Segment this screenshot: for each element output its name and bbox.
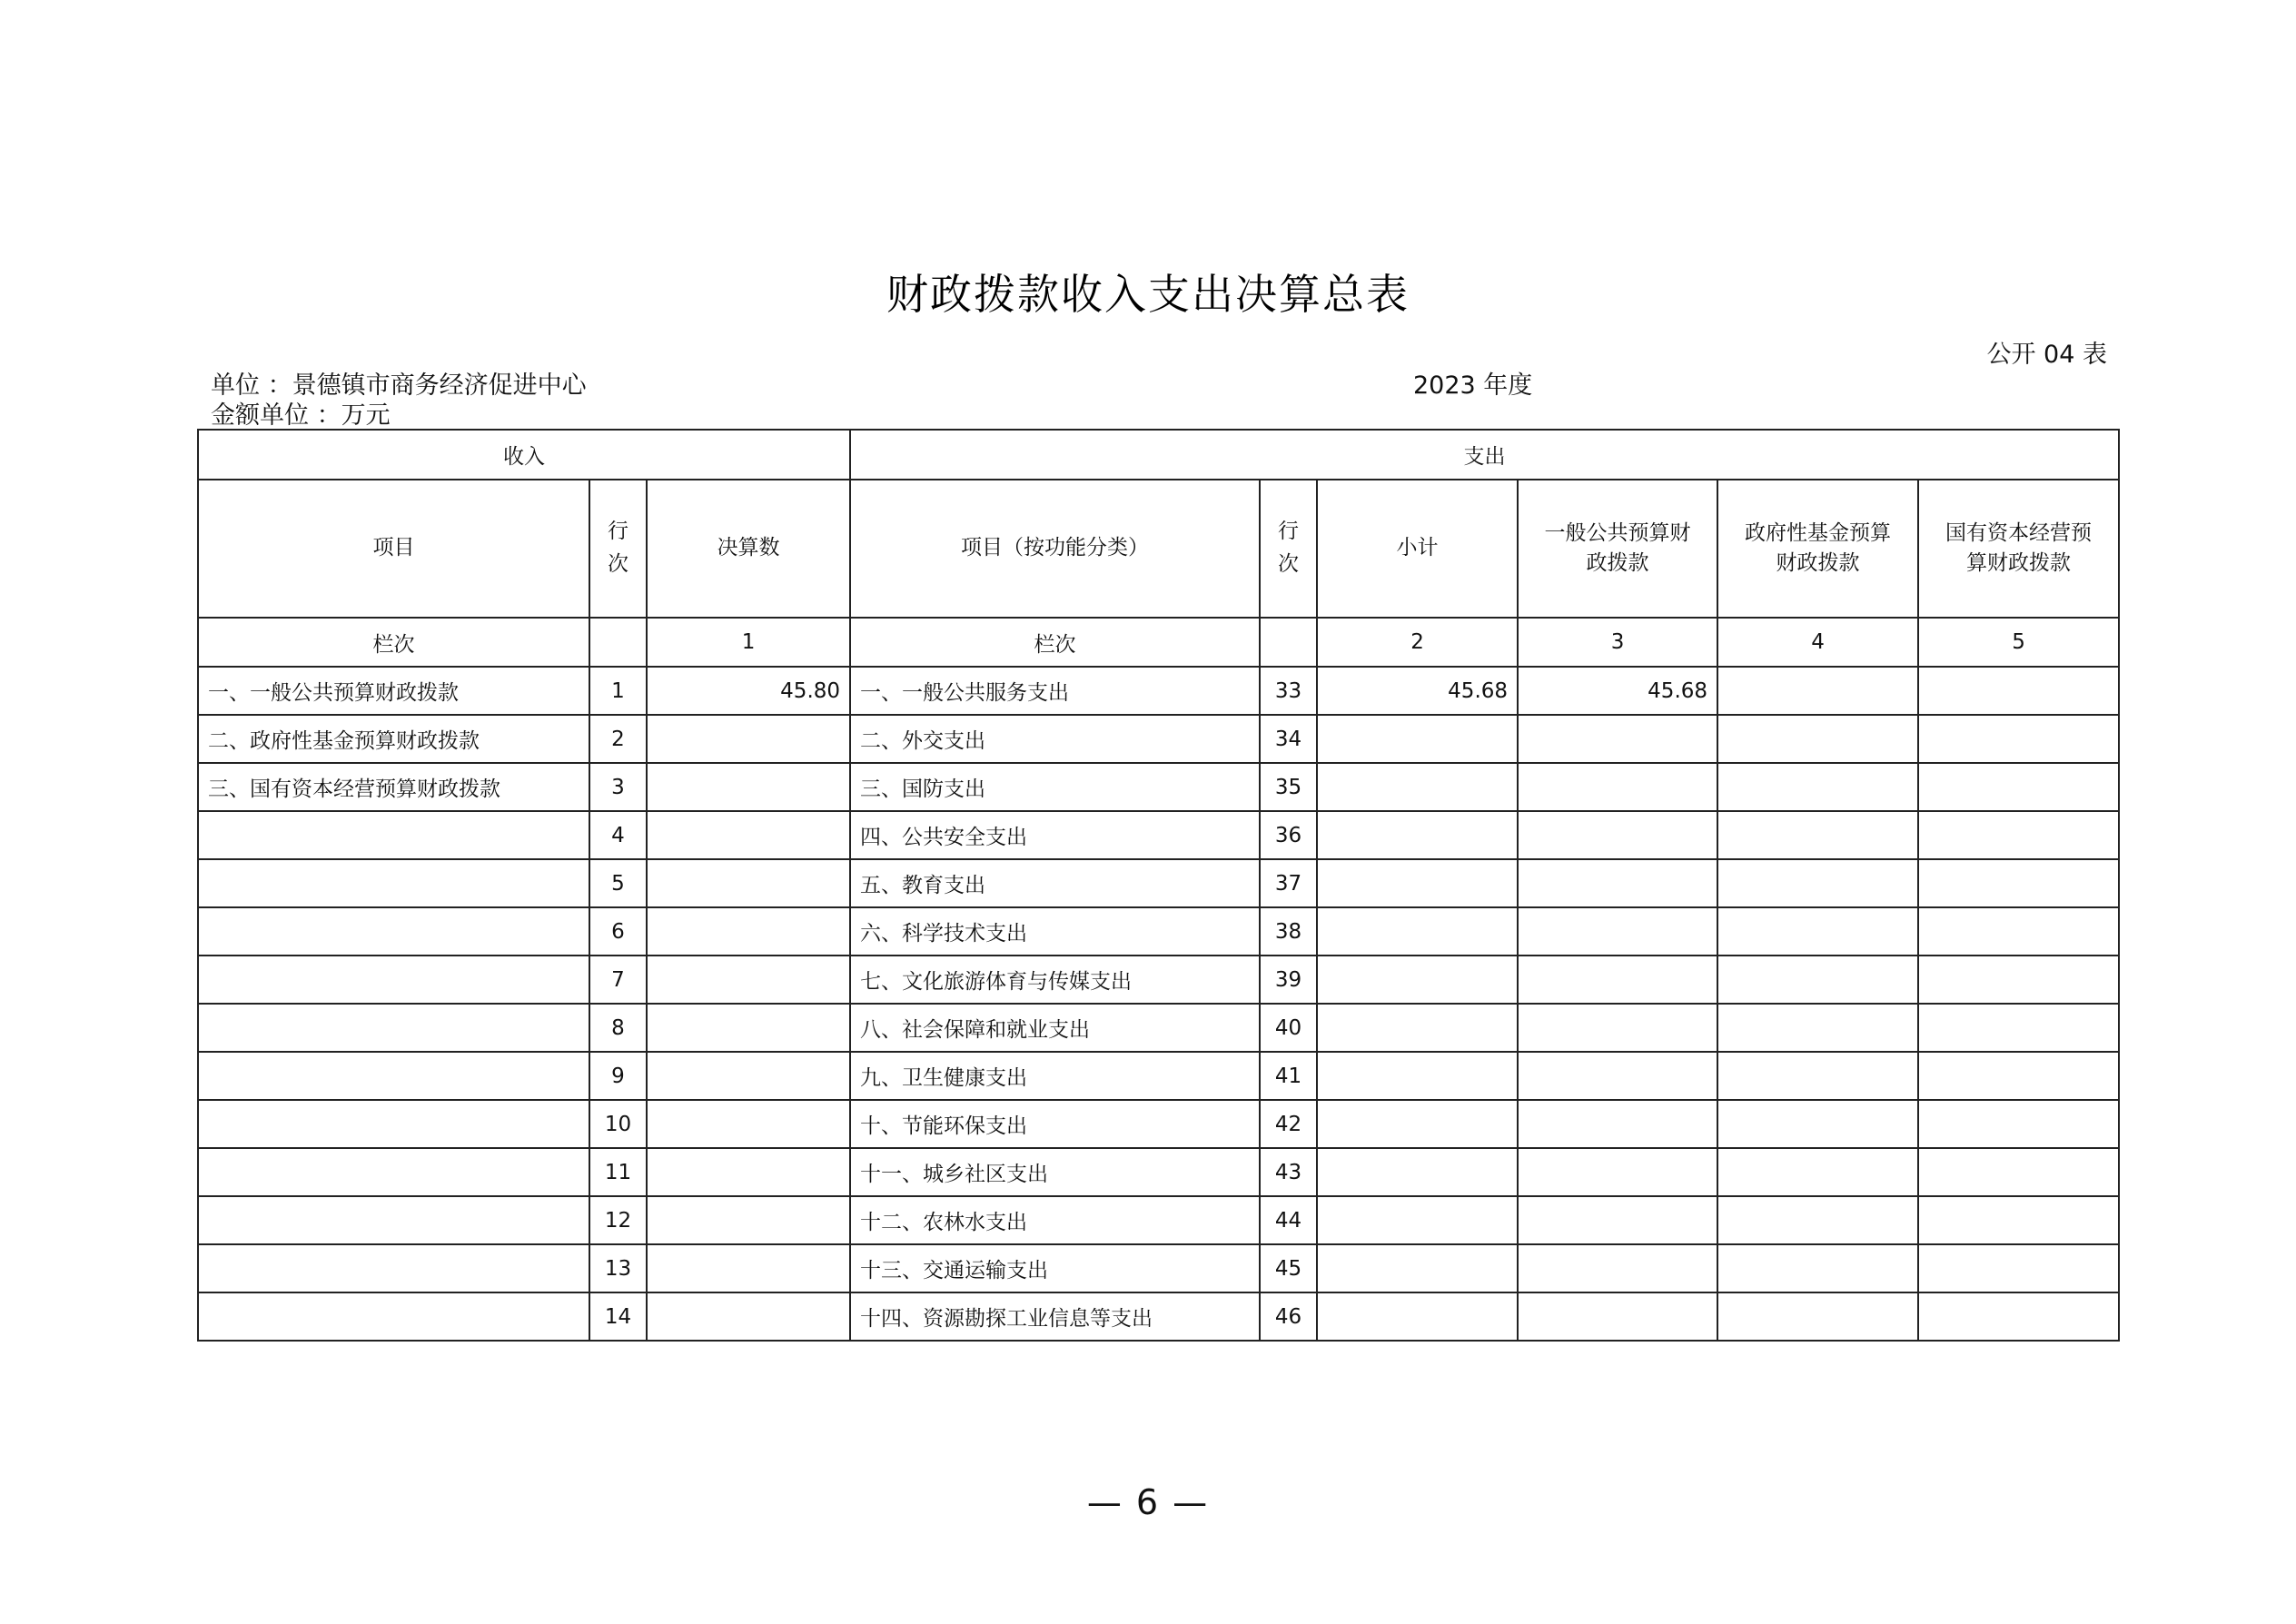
state-capital-amount [1918,811,2119,859]
col-header-general-budget: 一般公共预算财 政拨款 [1518,480,1717,618]
expense-item: 六、科学技术支出 [850,907,1260,956]
column-index-row [198,618,2119,667]
expense-row-no: 44 [1260,1196,1317,1244]
fiscal-year: 2023 年度 [1413,371,1533,400]
col-header-final-amount: 决算数 [647,480,850,618]
expense-item: 十二、农林水支出 [850,1196,1260,1244]
col-index-4: 4 [1717,618,1918,667]
general-budget-amount: 45.68 [1518,667,1717,715]
budget-table [197,429,2120,1342]
state-capital-amount [1918,1100,2119,1148]
col-index-5: 5 [1918,618,2119,667]
expense-item: 九、卫生健康支出 [850,1052,1260,1100]
col-index-blank-2 [1260,618,1317,667]
state-capital-amount [1918,859,2119,907]
state-capital-amount [1918,1004,2119,1052]
income-row-no: 13 [589,1244,647,1292]
col-index-label-left: 栏次 [198,618,589,667]
col-header-gov-fund: 政府性基金预算 财政拨款 [1717,480,1918,618]
subtotal-amount [1317,859,1518,907]
expense-row-no: 37 [1260,859,1317,907]
table-row [198,1148,2119,1196]
subtotal-amount [1317,907,1518,956]
income-item [198,1100,589,1148]
general-budget-amount [1518,859,1717,907]
table-row [198,956,2119,1004]
income-item [198,907,589,956]
income-row-no: 3 [589,763,647,811]
gov-fund-amount [1717,1196,1918,1244]
income-row-no: 6 [589,907,647,956]
expense-item: 十、节能环保支出 [850,1100,1260,1148]
general-budget-amount [1518,1052,1717,1100]
expense-row-no: 39 [1260,956,1317,1004]
col-header-state-capital: 国有资本经营预 算财政拨款 [1918,480,2119,618]
expense-row-no: 35 [1260,763,1317,811]
subtotal-amount [1317,715,1518,763]
table-row [198,1244,2119,1292]
expense-row-no: 33 [1260,667,1317,715]
table-row [198,811,2119,859]
income-amount [647,859,850,907]
form-number: 公开 04 表 [1986,341,2107,369]
expense-row-no: 42 [1260,1100,1317,1148]
expense-item: 三、国防支出 [850,763,1260,811]
general-budget-amount [1518,1148,1717,1196]
column-header-row [198,480,2119,618]
expense-item: 四、公共安全支出 [850,811,1260,859]
gov-fund-amount [1717,811,1918,859]
expense-item: 一、一般公共服务支出 [850,667,1260,715]
col-index-blank [589,618,647,667]
col-header-row-no-2: 行 次 [1260,480,1317,618]
state-capital-amount [1918,1292,2119,1341]
expense-row-no: 41 [1260,1052,1317,1100]
income-row-no: 14 [589,1292,647,1341]
col-header-subtotal: 小计 [1317,480,1518,618]
income-row-no: 7 [589,956,647,1004]
expense-row-no: 46 [1260,1292,1317,1341]
gov-fund-amount [1717,1292,1918,1341]
income-row-no: 8 [589,1004,647,1052]
income-row-no: 4 [589,811,647,859]
income-item [198,1244,589,1292]
income-item [198,956,589,1004]
subtotal-amount [1317,1244,1518,1292]
subtotal-amount [1317,1052,1518,1100]
income-row-no: 9 [589,1052,647,1100]
gov-fund-amount [1717,763,1918,811]
income-row-no: 11 [589,1148,647,1196]
income-row-no: 12 [589,1196,647,1244]
general-budget-amount [1518,1004,1717,1052]
col-index-label-right: 栏次 [850,618,1260,667]
subtotal-amount [1317,811,1518,859]
general-budget-amount [1518,956,1717,1004]
gov-fund-amount [1717,956,1918,1004]
table-row [198,1196,2119,1244]
table-row [198,1100,2119,1148]
income-amount [647,1244,850,1292]
col-index-1: 1 [647,618,850,667]
col-index-2: 2 [1317,618,1518,667]
subtotal-amount: 45.68 [1317,667,1518,715]
expense-row-no: 38 [1260,907,1317,956]
gov-fund-amount [1717,859,1918,907]
table-row [198,763,2119,811]
income-item [198,1292,589,1341]
state-capital-amount [1918,715,2119,763]
table-row [198,667,2119,715]
income-item [198,1148,589,1196]
general-budget-amount [1518,1244,1717,1292]
state-capital-amount [1918,956,2119,1004]
income-amount [647,907,850,956]
income-item [198,1196,589,1244]
page-title: 财政拨款收入支出决算总表 [886,270,1410,319]
money-unit: 金额单位 ：万元 [211,401,391,430]
income-amount [647,715,850,763]
state-capital-amount [1918,1196,2119,1244]
table-row [198,1004,2119,1052]
general-budget-amount [1518,1292,1717,1341]
income-item [198,1052,589,1100]
gov-fund-amount [1717,715,1918,763]
col-header-item: 项目 [198,480,589,618]
subtotal-amount [1317,763,1518,811]
group-header-row [198,430,2119,480]
income-item: 一、一般公共预算财政拨款 [198,667,589,715]
income-row-no: 2 [589,715,647,763]
expense-row-no: 40 [1260,1004,1317,1052]
income-amount [647,1148,850,1196]
gov-fund-amount [1717,667,1918,715]
state-capital-amount [1918,907,2119,956]
subtotal-amount [1317,1004,1518,1052]
income-amount [647,1196,850,1244]
gov-fund-amount [1717,1148,1918,1196]
col-header-row-no: 行 次 [589,480,647,618]
income-item [198,859,589,907]
general-budget-amount [1518,715,1717,763]
expense-item: 十三、交通运输支出 [850,1244,1260,1292]
expense-row-no: 34 [1260,715,1317,763]
income-amount: 45.80 [647,667,850,715]
expense-item: 二、外交支出 [850,715,1260,763]
subtotal-amount [1317,956,1518,1004]
income-row-no: 1 [589,667,647,715]
income-amount [647,811,850,859]
table-row [198,1052,2119,1100]
gov-fund-amount [1717,1244,1918,1292]
table-row [198,907,2119,956]
subtotal-amount [1317,1292,1518,1341]
subtotal-amount [1317,1148,1518,1196]
gov-fund-amount [1717,1004,1918,1052]
income-row-no: 10 [589,1100,647,1148]
general-budget-amount [1518,811,1717,859]
income-amount [647,763,850,811]
general-budget-amount [1518,763,1717,811]
income-amount [647,1052,850,1100]
reporting-unit: 单位 ：景德镇市商务经济促进中心 [211,371,587,400]
expense-row-no: 36 [1260,811,1317,859]
general-budget-amount [1518,1100,1717,1148]
expense-group-header: 支出 [850,430,2119,480]
expense-item: 十四、资源勘探工业信息等支出 [850,1292,1260,1341]
state-capital-amount [1918,1148,2119,1196]
subtotal-amount [1317,1100,1518,1148]
income-item: 二、政府性基金预算财政拨款 [198,715,589,763]
expense-item: 八、社会保障和就业支出 [850,1004,1260,1052]
expense-item: 七、文化旅游体育与传媒支出 [850,956,1260,1004]
state-capital-amount [1918,763,2119,811]
income-amount [647,1100,850,1148]
page-number: — 6 — [1086,1482,1210,1522]
state-capital-amount [1918,1244,2119,1292]
table-row [198,859,2119,907]
income-item [198,811,589,859]
expense-row-no: 45 [1260,1244,1317,1292]
subtotal-amount [1317,1196,1518,1244]
income-group-header: 收入 [198,430,850,480]
general-budget-amount [1518,1196,1717,1244]
income-item: 三、国有资本经营预算财政拨款 [198,763,589,811]
income-amount [647,1292,850,1341]
state-capital-amount [1918,667,2119,715]
col-header-item-by-function: 项目（按功能分类） [850,480,1260,618]
expense-item: 五、教育支出 [850,859,1260,907]
expense-row-no: 43 [1260,1148,1317,1196]
gov-fund-amount [1717,907,1918,956]
expense-item: 十一、城乡社区支出 [850,1148,1260,1196]
general-budget-amount [1518,907,1717,956]
state-capital-amount [1918,1052,2119,1100]
income-amount [647,1004,850,1052]
col-index-3: 3 [1518,618,1717,667]
income-item [198,1004,589,1052]
gov-fund-amount [1717,1052,1918,1100]
table-row [198,715,2119,763]
income-row-no: 5 [589,859,647,907]
gov-fund-amount [1717,1100,1918,1148]
income-amount [647,956,850,1004]
table-row [198,1292,2119,1341]
